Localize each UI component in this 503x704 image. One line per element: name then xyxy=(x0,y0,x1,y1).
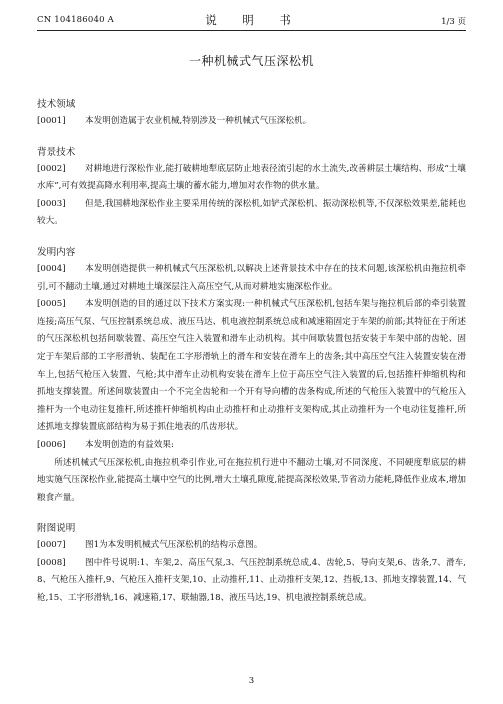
document-type: 说 明 书 xyxy=(205,13,298,27)
paragraph xyxy=(37,261,466,296)
section-heading-tech-field: 技术领域 xyxy=(37,99,76,110)
paragraph xyxy=(37,196,466,231)
paragraph-text: 本发明创造的有益效果: xyxy=(85,439,174,450)
page-indicator: 1/3 页 xyxy=(441,17,466,27)
paragraph-text: 但是,我国耕地深松作业主要采用传统的深松机,如铲式深松机、振动深松机等,不仅深松效果差,能耗也较大。 xyxy=(37,198,466,227)
document-body xyxy=(37,52,466,608)
paragraph-text: 图1为本发明机械式气压深松机的结构示意图。 xyxy=(85,540,263,551)
paragraph-number: [0002] xyxy=(37,163,66,174)
paragraph-text: 本发明创造提供一种机械式气压深松机,以解决上述背景技术中存在的技术问题,该深松机由拖拉机牵引,可不翻动土壤,通过对耕地土壤深层注入高压空气,从而对耕地实施深松作业。 xyxy=(37,263,466,292)
paragraph-text: 本发明创造的目的通过以下技术方案实现:一种机械式气压深松机,包括车架与拖拉机后部的牵引装置连接;高压气泵、气压控制系统总成、液压马达、机电液控制系统总成和减速箱固定于车架的前部;其特征在于所述的气压深松机包括间歇装置、高压空气注入装置和滑车止动机构。其中间歇装置包括安装于车架中部的齿轮、固定于车架后部的工字形滑轨、装配在工字形滑轨上的滑车和安装在滑车上的齿条;其中高压空气注入装置安装在滑车上,包括气枪压入装置、气枪;其中滑车止动机构安装在滑车上位于高压空气注入装置的后,包括推杆伸缩机构和抓地支撑装置。所述间歇装置由一个不完全齿轮和一个开有导向槽的齿条构成,所述的气枪压入装置中的气枪压入推杆为一个电动往复推杆,所述推杆伸缩机构由止动推杆和止动推杆支架构成,其止动推杆为一个电动往复推杆,所述抓地支撑装置底部结构为易于抓住地表的爪齿形状。 xyxy=(37,299,466,433)
paragraph-number: [0006] xyxy=(37,439,66,450)
paragraph-number: [0004] xyxy=(37,263,66,274)
paragraph-text: 本发明创造属于农业机械,特别涉及一种机械式气压深松机。 xyxy=(85,116,312,126)
paragraph xyxy=(37,161,466,196)
paragraph xyxy=(37,296,466,437)
paragraph-text: 对耕地进行深松作业,能打破耕地犁底层防止地表径流引起的水土流失,改善耕层土壤结构、形成“土壤水库”,可有效提高降水利用率,提高土壤的蓄水能力,增加对农作物的供水量。 xyxy=(37,163,466,192)
page-header xyxy=(37,12,466,32)
section-heading-background: 背景技术 xyxy=(37,146,76,158)
paragraph xyxy=(37,437,466,455)
section-heading-content: 发明内容 xyxy=(37,246,76,258)
paragraph-number: [0001] xyxy=(37,116,66,126)
paragraph xyxy=(37,113,466,131)
page-number: 3 xyxy=(248,676,255,686)
paragraph xyxy=(37,537,466,555)
patent-number: CN 104186040 A xyxy=(37,15,114,25)
document-title: 一种机械式气压深松机 xyxy=(188,54,314,68)
header-rule xyxy=(37,30,466,31)
paragraph-number: [0003] xyxy=(37,198,66,209)
paragraph-continuation: 所述机械式气压深松机,由拖拉机牵引作业,可在拖拉机行进中不翻动土壤,对不同深度、不同硬度犁底层的耕地实施气压深松作业,能提高土壤中空气的比例,增大土壤孔隙度,能提高深松效果,节省动力能耗,降低作业成本,增加粮食产量。 xyxy=(37,457,466,503)
paragraph-number: [0008] xyxy=(37,557,66,568)
paragraph-number: [0007] xyxy=(37,540,66,551)
paragraph xyxy=(37,555,466,608)
paragraph-text: 图中件号说明:1、车架,2、高压气泵,3、气压控制系统总成,4、齿轮,5、导向支架,6、齿条,7、滑车,8、气枪压入推杆,9、气枪压入推杆支架,10、止动推杆,11、止动推杆支架,12、挡板,13、抓地支撑装置,14、气枪,15、工字形滑轨,16、减速箱,17、联轴器,18、液压马达,19、机电液控制系统总成。 xyxy=(37,557,466,604)
paragraph-number: [0005] xyxy=(37,299,66,310)
section-heading-drawings: 附图说明 xyxy=(37,523,76,535)
